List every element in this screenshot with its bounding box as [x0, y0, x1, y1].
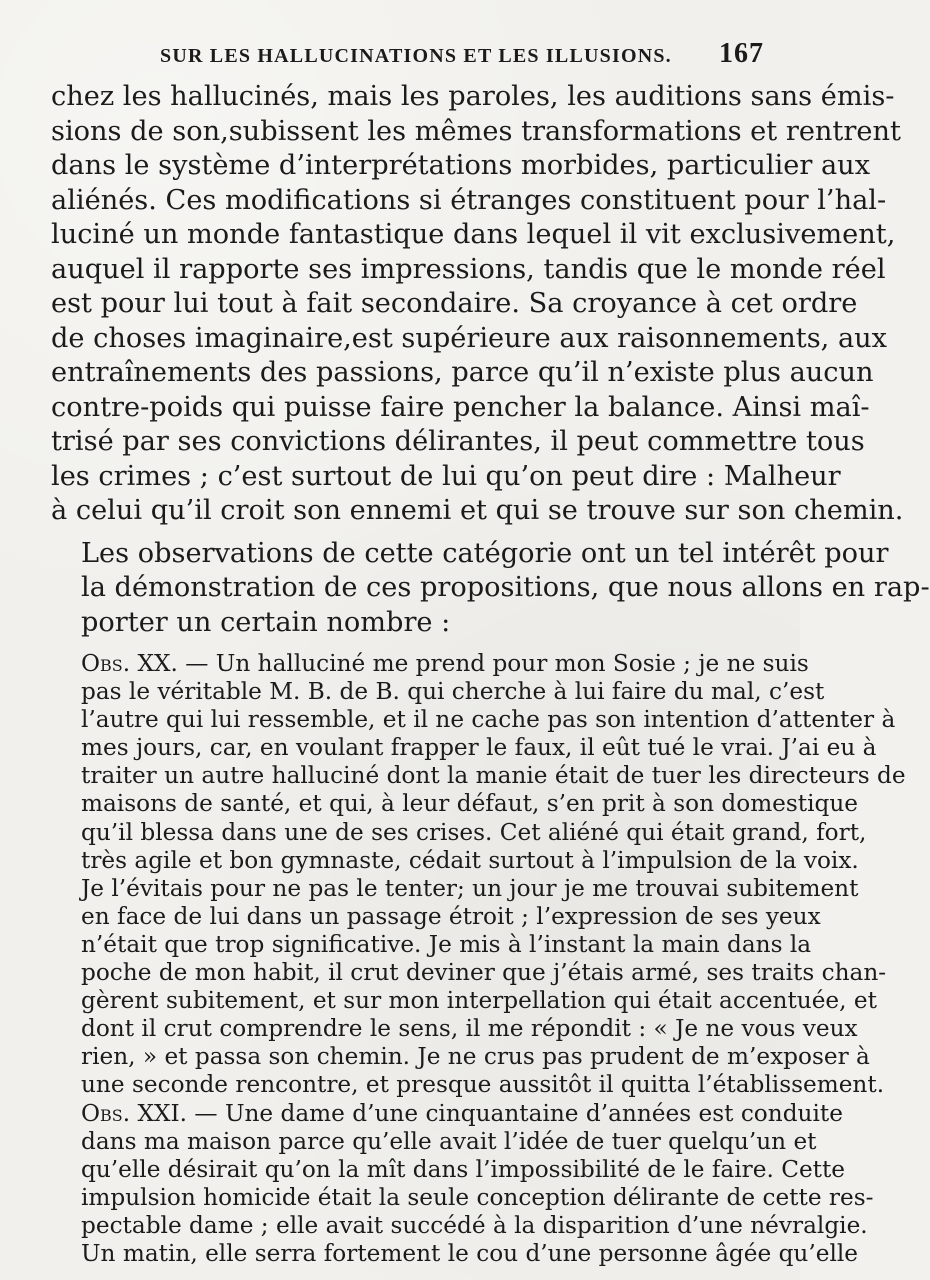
observation-21	[51, 1099, 874, 1269]
text-line: dont il crut comprendre le sens, il me répondit : « Je ne vous veux	[81, 1015, 858, 1043]
text-line: trisé par ses convictions délirantes, il peut commettre tous	[51, 426, 865, 457]
text-line: en face de lui dans un passage étroit ; l’expression de ses yeux	[81, 902, 821, 930]
text-line: auquel il rapporte ses impressions, tandis que le monde réel	[51, 253, 886, 285]
page-number: 167	[719, 38, 764, 69]
text-line: qu’il blessa dans une de ses crises. Cet aliéné qui était grand, fort,	[81, 818, 867, 846]
text-line: Les observations de cette catégorie ont un tel intérêt pour	[81, 537, 889, 569]
page-body	[51, 80, 930, 1268]
text-line: l’autre qui lui ressemble, et il ne cache pas son intention d’attenter à	[81, 706, 896, 734]
text-line: poche de mon habit, il crut deviner que j’étais armé, ses traits chan-	[81, 959, 887, 987]
observation-20	[51, 650, 906, 1100]
page-header	[55, 38, 764, 78]
text-line: Je l’évitais pour ne pas le tenter; un jour je me trouvai subitement	[81, 874, 859, 902]
observation-label: Obs. XX.	[81, 650, 178, 677]
text-line	[51, 650, 809, 678]
text-line: très agile et bon gymnaste, cédait surtout à l’impulsion de la voix.	[81, 846, 859, 874]
text-line: porter un certain nombre :	[81, 606, 451, 638]
text-line: maisons de santé, et qui, à leur défaut, s’en prit à son domestique	[81, 790, 859, 818]
text-line: dans ma maison parce qu’elle avait l’idée de tuer quelqu’un et	[81, 1127, 817, 1155]
text-line: Un matin, elle serra fortement le cou d’une personne âgée qu’elle	[81, 1239, 859, 1267]
text-line: aliénés. Ces modifications si étranges constituent pour l’hal-	[51, 184, 887, 216]
text-line: pas le véritable M. B. de B. qui cherche à lui faire du mal, c’est	[81, 678, 825, 706]
text-line: mes jours, car, en voulant frapper le faux, il eût tué le vrai. J’ai eu à	[81, 734, 877, 762]
text-line: pectable dame ; elle avait succédé à la disparition d’une névralgie.	[81, 1211, 868, 1239]
text-line: une seconde rencontre, et presque aussitôt il quitta l’établissement.	[81, 1071, 885, 1099]
text-line: gèrent subitement, et sur mon interpellation qui était accentuée, et	[81, 987, 877, 1015]
text-line: de choses imaginaire,est supérieure aux raisonnements, aux	[51, 322, 888, 354]
text-line: sions de son,subissent les mêmes transformations et rentrent	[51, 115, 901, 147]
intro-paragraph	[51, 537, 930, 641]
text-line: est pour lui tout à fait secondaire. Sa croyance à cet ordre	[51, 288, 858, 319]
text-line: qu’elle désirait qu’on la mît dans l’impossibilité de le faire. Cette	[81, 1155, 846, 1183]
text-line: entraînements des passions, parce qu’il n’existe plus aucun	[51, 357, 874, 388]
text-line: les crimes ; c’est surtout de lui qu’on peut dire : Malheur	[51, 460, 841, 492]
text-line	[51, 1099, 843, 1128]
text-line: luciné un monde fantastique dans lequel il vit exclusivement,	[51, 219, 896, 250]
text-line: dans le système d’interprétations morbides, particulier aux	[51, 150, 871, 181]
text-line: rien, » et passa son chemin. Je ne crus pas prudent de m’exposer à	[81, 1043, 870, 1071]
text-line: n’était que trop significative. Je mis à l’instant la main dans la	[81, 930, 812, 958]
observation-text: — Une dame d’une cinquantaine d’années est conduite	[194, 1099, 843, 1127]
text-line: la démonstration de ces propositions, que nous allons en rap-	[81, 572, 930, 603]
text-line: impulsion homicide était la seule conception délirante de cette res-	[81, 1183, 874, 1211]
text-line: contre-poids qui puisse faire pencher la balance. Ainsi maî-	[51, 391, 870, 423]
text-line: chez les hallucinés, mais les paroles, les auditions sans émis-	[51, 81, 895, 112]
main-paragraph	[51, 80, 904, 529]
observation-text: — Un halluciné me prend pour mon Sosie ; je ne suis	[185, 650, 809, 677]
text-line: traiter un autre halluciné dont la manie était de tuer les directeurs de	[81, 762, 906, 790]
running-head: SUR LES HALLUCINATIONS ET LES ILLUSIONS.	[160, 45, 672, 67]
observation-label: Obs. XXI.	[81, 1099, 188, 1127]
text-line: à celui qu’il croit son ennemi et qui se trouve sur son chemin.	[51, 495, 904, 526]
